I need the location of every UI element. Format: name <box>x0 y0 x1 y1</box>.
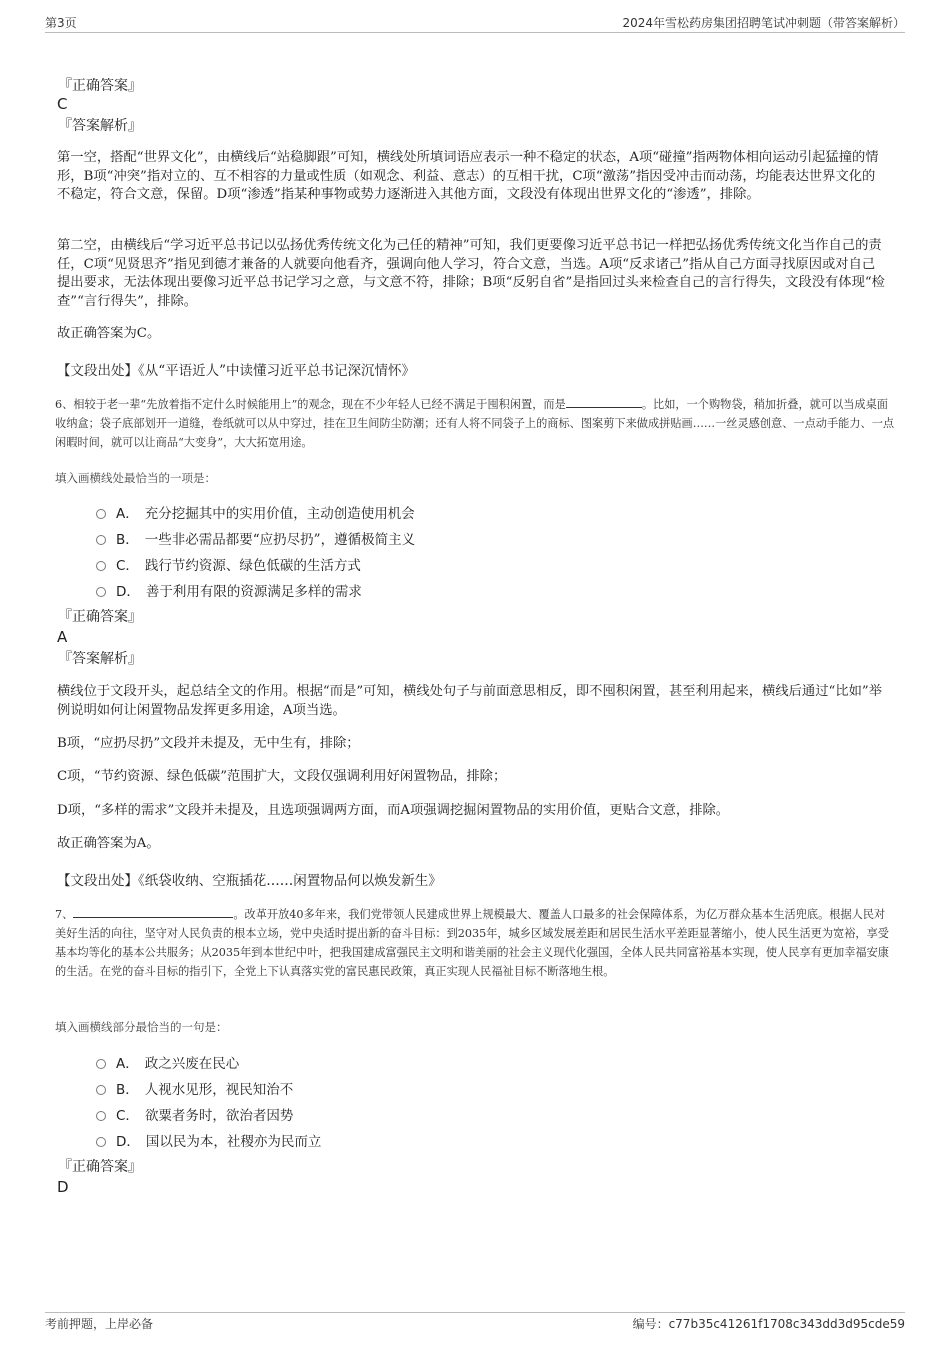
option-letter: C． <box>116 558 139 574</box>
option-letter: B． <box>116 1082 139 1098</box>
radio-icon[interactable] <box>96 1085 106 1095</box>
option-b[interactable] <box>96 1078 293 1098</box>
analysis-conclusion: 故正确答案为C。 <box>57 326 161 341</box>
analysis-paragraph: B项，“应扔尽扔”文段并未提及，无中生有，排除； <box>57 736 360 751</box>
option-letter: D． <box>116 1134 140 1150</box>
stem-text: 6、相较于老一辈“先放着指不定什么时候能用上”的观念，现在不少年轻人已经不满足于囤积闲置，而是 <box>55 398 566 411</box>
option-letter: A． <box>116 1056 139 1072</box>
option-text: 政之兴废在民心 <box>144 1056 240 1072</box>
option-c[interactable] <box>96 554 361 574</box>
radio-icon[interactable] <box>96 535 106 545</box>
analysis-label: 『答案解析』 <box>58 651 142 667</box>
answer-label: 『正确答案』 <box>58 609 142 625</box>
option-text: 善于利用有限的资源满足多样的需求 <box>145 584 362 600</box>
analysis-paragraph: 第一空，搭配“世界文化”，由横线后“站稳脚跟”可知，横线处所填词语应表示一种不稳定的状态，A项“碰撞”指两物体相向运动引起猛撞的情形，B项“冲突”指对立的、互不相容的力量或性质（如观念、利益、意志）的互相干扰，C项“激荡”指因受冲击而动荡，均能表达世界文化的不稳定，符合文意，保留。D项“渗透”指某种事物或势力逐渐进入其他方面，文段没有体现出世界文化的“渗透”，排除。 <box>57 150 879 203</box>
question-stem <box>55 905 895 981</box>
option-d[interactable] <box>96 1130 321 1150</box>
question-stem <box>55 395 895 452</box>
analysis-paragraph: 横线位于文段开头，起总结全文的作用。根据“而是”可知，横线处句子与前面意思相反，即不囤积闲置，甚至利用起来，横线后通过“比如”举例说明如何让闲置物品发挥更多用途，A项当选。 <box>57 684 883 718</box>
fill-blank <box>566 395 642 408</box>
radio-icon[interactable] <box>96 1137 106 1147</box>
stem-text: 。比如，一个购物袋，稍加折叠，就可以当成桌面收纳盒；袋子底部划开一道缝，卷纸就可以从中穿过，挂在卫生间防尘防潮；还有人将不同袋子上的商标、图案剪下来做成拼贴画……一丝灵感创意、一点动手能力、一点闲暇时间，就可以让商品“大变身”，大大拓宽用途。 <box>55 398 895 449</box>
option-a[interactable] <box>96 1052 239 1072</box>
page-number: 第3页 <box>45 16 77 30</box>
fill-blank <box>73 905 233 918</box>
option-text: 充分挖掘其中的实用价值，主动创造使用机会 <box>144 506 415 522</box>
answer-value: A <box>57 628 68 646</box>
option-c[interactable] <box>96 1104 293 1124</box>
analysis-paragraph: 第二空，由横线后“学习近平总书记以弘扬优秀传统文化为己任的精神”可知，我们更要像习近平总书记一样把弘扬优秀传统文化当作自己的责任，C项“见贤思齐”指见到德才兼备的人就要向他看齐，强调向他人学习，符合文意，当选。A项“反求诸己”指从自己方面寻找原因或对自己提出要求，无法体现出要像习近平总书记学习之意，与文意不符，排除；B项“反躬自省”是指回过头来检查自己的言行得失，文段没有体现“检查”“言行得失”，排除。 <box>57 238 885 309</box>
footer-slogan: 考前押题，上岸必备 <box>45 1317 154 1331</box>
option-letter: C． <box>116 1108 139 1124</box>
option-b[interactable] <box>96 528 415 548</box>
answer-label: 『正确答案』 <box>58 78 142 94</box>
answer-value: C <box>57 95 68 113</box>
question-prompt: 填入画横线部分最恰当的一句是： <box>55 1020 228 1034</box>
option-d[interactable] <box>96 580 362 600</box>
radio-icon[interactable] <box>96 561 106 571</box>
option-text: 践行节约资源、绿色低碳的生活方式 <box>144 558 361 574</box>
radio-icon[interactable] <box>96 509 106 519</box>
question-number: 7、 <box>55 908 74 921</box>
option-a[interactable] <box>96 502 415 522</box>
document-title: 2024年雪松药房集团招聘笔试冲刺题（带答案解析） <box>622 16 905 30</box>
stem-text: 。改革开放40多年来，我们党带领人民建成世界上规模最大、覆盖人口最多的社会保障体系，为亿万群众基本生活兜底。根据人民对美好生活的向往，坚守对人民负责的根本立场，党中央适时提出新的奋斗目标：到2035年，城乡区域发展差距和居民生活水平差距显著缩小，使人民生活更为宽裕，享受基本均等化的基本公共服务；从2035年到本世纪中叶，把我国建成富强民主文明和谐美丽的社会主义现代化强国，全体人民共同富裕基本实现，使人民享有更加幸福安康的生活。在党的奋斗目标的指引下，全党上下认真落实党的富民惠民政策，真正实现人民福祉目标不断落地生根。 <box>55 908 889 978</box>
document-id: 编号：c77b35c41261f1708c343dd3d95cde59 <box>632 1317 905 1331</box>
analysis-conclusion: 故正确答案为A。 <box>57 836 160 851</box>
answer-value: D <box>57 1178 69 1196</box>
option-letter: A． <box>116 506 139 522</box>
page-footer <box>45 1312 905 1335</box>
question-prompt: 填入画横线处最恰当的一项是： <box>55 471 216 485</box>
radio-icon[interactable] <box>96 1111 106 1121</box>
analysis-label: 『答案解析』 <box>58 118 142 134</box>
option-letter: B． <box>116 532 139 548</box>
source-citation: 【文段出处】《纸袋收纳、空瓶插花……闲置物品何以焕发新生》 <box>57 873 442 889</box>
radio-icon[interactable] <box>96 587 106 597</box>
option-text: 一些非必需品都要“应扔尽扔”，遵循极简主义 <box>144 532 416 548</box>
option-text: 欲粟者务时，欲治者因势 <box>144 1108 294 1124</box>
analysis-paragraph: D项，“多样的需求”文段并未提及，且选项强调两方面，而A项强调挖掘闲置物品的实用价值，更贴合文意，排除。 <box>57 803 730 818</box>
analysis-paragraph: C项，“节约资源、绿色低碳”范围扩大，文段仅强调利用好闲置物品，排除； <box>57 769 507 784</box>
option-text: 国以民为本，社稷亦为民而立 <box>145 1134 322 1150</box>
radio-icon[interactable] <box>96 1059 106 1069</box>
option-text: 人视水见形，视民知治不 <box>144 1082 294 1098</box>
page-header <box>45 14 905 33</box>
answer-label: 『正确答案』 <box>58 1159 142 1175</box>
option-letter: D． <box>116 584 140 600</box>
source-citation: 【文段出处】《从“平语近人”中读懂习近平总书记深沉情怀》 <box>57 363 416 379</box>
